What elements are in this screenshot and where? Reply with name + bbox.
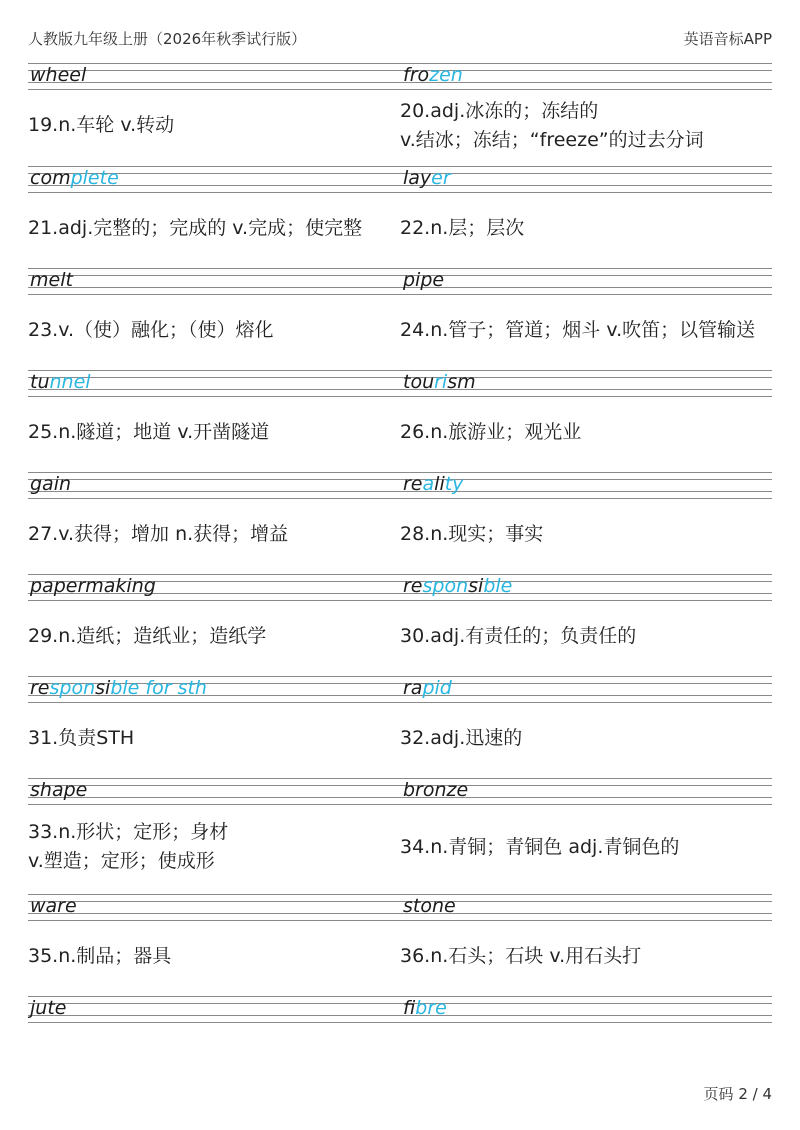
syllable-highlight: plete xyxy=(70,167,119,189)
app-name: 英语音标APP xyxy=(683,30,772,48)
definition-line: 36.n.石头；石块 v.用石头打 xyxy=(400,944,642,967)
page-number: 页码 2 / 4 xyxy=(703,1085,772,1103)
definition-line: 25.n.隧道；地道 v.开凿隧道 xyxy=(28,420,270,443)
writing-lines xyxy=(28,163,772,191)
syllable-highlight: nnel xyxy=(49,371,91,393)
syllable: ra xyxy=(403,677,423,699)
ruled-line xyxy=(28,1022,772,1023)
vocab-word xyxy=(30,677,207,699)
vocab-row xyxy=(28,891,772,993)
writing-lines xyxy=(28,993,772,1021)
definition xyxy=(28,599,266,673)
writing-lines xyxy=(28,775,772,803)
syllable-highlight: zen xyxy=(429,64,463,86)
definitions xyxy=(28,919,772,993)
vocab-word xyxy=(30,779,87,801)
vocab-row xyxy=(28,60,772,163)
vocabulary-sheet xyxy=(28,60,772,1021)
definitions xyxy=(28,395,772,469)
definition-line: v.结冰；冻结；“freeze”的过去分词 xyxy=(400,128,704,151)
definition xyxy=(28,395,269,469)
syllable-highlight: er xyxy=(431,167,451,189)
definition xyxy=(400,293,755,367)
vocab-word xyxy=(30,895,77,917)
vocab-word xyxy=(30,997,66,1019)
syllable: ware xyxy=(30,895,77,917)
book-title: 人教版九年级上册（2026年秋季试行版） xyxy=(28,30,307,48)
vocab-word xyxy=(30,269,73,291)
syllable: tou xyxy=(403,371,435,393)
vocab-row xyxy=(28,775,772,891)
definition xyxy=(400,803,679,891)
definition xyxy=(400,395,581,469)
syllable: wheel xyxy=(30,64,87,86)
definition-line: 24.n.管子；管道；烟斗 v.吹笛；以管输送 xyxy=(400,318,756,341)
vocab-word xyxy=(403,677,452,699)
syllable-highlight: spon xyxy=(422,575,469,597)
definition-line: 35.n.制品；器具 xyxy=(28,944,172,967)
definition xyxy=(28,919,171,993)
definition-line: 20.adj.冰冻的；冻结的 xyxy=(400,99,599,122)
syllable: tu xyxy=(30,371,50,393)
definition xyxy=(400,191,524,265)
definition-line: 31.负责STH xyxy=(28,726,135,749)
definitions xyxy=(28,88,772,163)
definition-line: 34.n.青铜；青铜色 adj.青铜色的 xyxy=(400,835,680,858)
syllable-highlight: bre xyxy=(415,997,447,1019)
syllable: gain xyxy=(30,473,72,495)
writing-lines xyxy=(28,367,772,395)
syllable: re xyxy=(403,575,423,597)
syllable: si xyxy=(468,575,484,597)
definition xyxy=(28,88,174,163)
definition xyxy=(28,191,362,265)
definitions xyxy=(28,599,772,673)
syllable: papermaking xyxy=(30,575,156,597)
writing-lines xyxy=(28,673,772,701)
syllable-highlight: ble xyxy=(483,575,513,597)
vocab-word xyxy=(30,473,71,495)
syllable: re xyxy=(30,677,50,699)
syllable: si xyxy=(95,677,111,699)
vocab-word xyxy=(403,895,456,917)
syllable-highlight: pid xyxy=(422,677,452,699)
definition xyxy=(400,701,522,775)
definition xyxy=(28,293,274,367)
syllable: melt xyxy=(30,269,73,291)
vocab-word xyxy=(403,473,463,495)
vocab-word xyxy=(403,997,447,1019)
definition-line: 32.adj.迅速的 xyxy=(400,726,523,749)
definition xyxy=(400,599,636,673)
syllable: li xyxy=(434,473,445,495)
syllable-highlight: ri xyxy=(434,371,448,393)
definition xyxy=(28,497,288,571)
syllable: stone xyxy=(403,895,456,917)
syllable: pipe xyxy=(403,269,445,291)
vocab-row xyxy=(28,673,772,775)
vocab-word xyxy=(403,371,476,393)
definition xyxy=(400,497,543,571)
definition-line: 29.n.造纸；造纸业；造纸学 xyxy=(28,624,267,647)
vocab-word xyxy=(403,575,512,597)
writing-lines xyxy=(28,469,772,497)
vocab-row xyxy=(28,367,772,469)
syllable: jute xyxy=(30,997,67,1019)
syllable-highlight: ble for sth xyxy=(110,677,207,699)
definitions xyxy=(28,803,772,891)
vocab-row xyxy=(28,469,772,571)
syllable-highlight: spon xyxy=(49,677,96,699)
writing-lines xyxy=(28,60,772,88)
syllable: lay xyxy=(403,167,432,189)
writing-lines xyxy=(28,891,772,919)
definitions xyxy=(28,293,772,367)
vocab-word xyxy=(30,371,91,393)
definition-line: 26.n.旅游业；观光业 xyxy=(400,420,582,443)
vocab-word xyxy=(403,269,444,291)
definition xyxy=(400,88,704,163)
syllable: fi xyxy=(403,997,416,1019)
vocab-row xyxy=(28,163,772,265)
vocab-word xyxy=(30,575,156,597)
definitions xyxy=(28,701,772,775)
definitions xyxy=(28,191,772,265)
writing-lines xyxy=(28,571,772,599)
writing-lines xyxy=(28,265,772,293)
definition-line: 30.adj.有责任的；负责任的 xyxy=(400,624,637,647)
syllable: bronze xyxy=(403,779,469,801)
vocab-row xyxy=(28,571,772,673)
syllable: shape xyxy=(30,779,88,801)
vocab-word xyxy=(403,64,463,86)
vocab-row xyxy=(28,993,772,1021)
definition-line: 21.adj.完整的；完成的 v.完成；使完整 xyxy=(28,216,363,239)
definition-line: 33.n.形状；定形；身材 xyxy=(28,821,229,843)
definition-line: v.塑造；定形；使成形 xyxy=(28,850,215,872)
page-header xyxy=(28,28,772,52)
vocab-word xyxy=(30,64,86,86)
definition-line: 27.v.获得；增加 n.获得；增益 xyxy=(28,522,289,545)
definitions xyxy=(28,497,772,571)
definition-line: 28.n.现实；事实 xyxy=(400,522,544,545)
definition-line: 22.n.层；层次 xyxy=(400,216,525,239)
syllable: com xyxy=(30,167,71,189)
definition-line: 19.n.车轮 v.转动 xyxy=(28,114,175,136)
definition xyxy=(28,803,228,891)
syllable: sm xyxy=(447,371,476,393)
vocab-word xyxy=(30,167,119,189)
definition xyxy=(400,919,641,993)
syllable-highlight: ty xyxy=(444,473,464,495)
vocab-word xyxy=(403,167,451,189)
definition-line: 23.v.（使）融化；（使）熔化 xyxy=(28,318,274,341)
syllable: re xyxy=(403,473,423,495)
vocab-row xyxy=(28,265,772,367)
definition xyxy=(28,701,134,775)
syllable-highlight: a xyxy=(422,473,435,495)
syllable: fro xyxy=(403,64,430,86)
vocab-word xyxy=(403,779,468,801)
